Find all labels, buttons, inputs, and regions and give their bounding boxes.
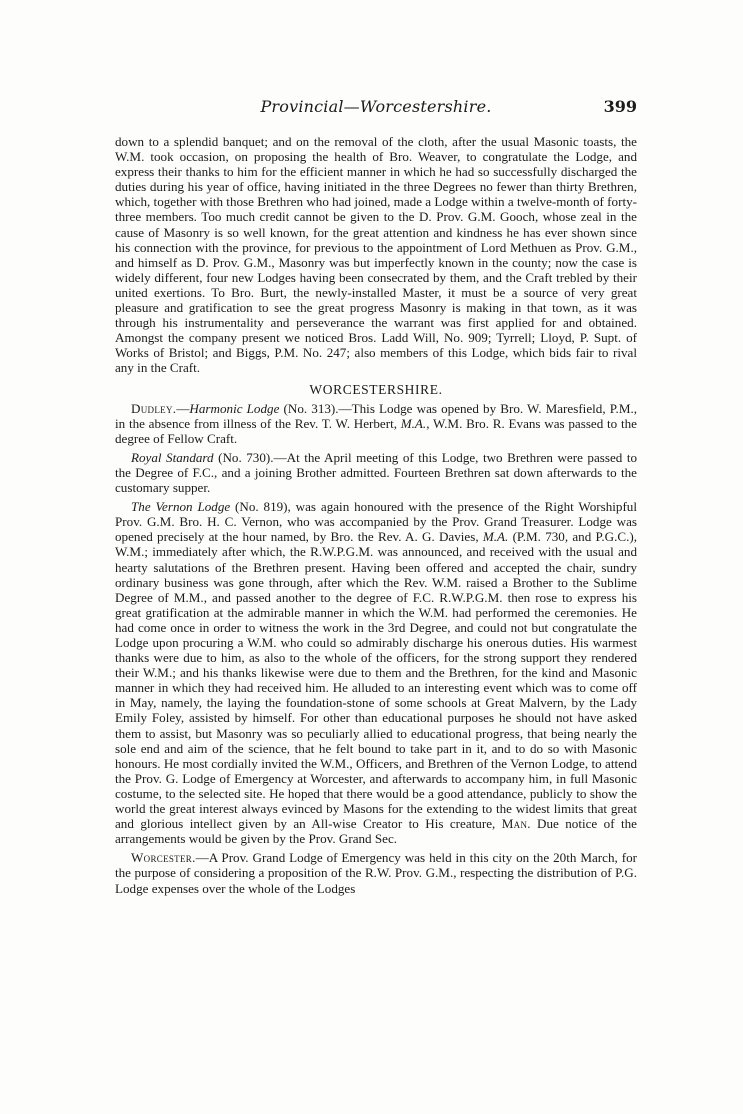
emphasis-man: Man [501, 816, 528, 832]
running-title: Provincial—Worcestershire. [260, 97, 492, 116]
dash: — [176, 400, 190, 416]
paragraph-text: (No. 730).—At the April meeting of this Lodge, two Brethren were passed to the Degree of F.C., and a joining Brother admitted. Fourteen Brethren sat down afterwards to the customary supper. [115, 449, 638, 496]
paragraph-text: —A Prov. Grand Lodge of Emergency was held in this city on the 20th March, for the purpose of considering a proposition of the R.W. Prov. G.M., respecting the distribution of P.G. Lodge expenses over the whole of the Lodges [115, 850, 637, 896]
paragraph-dudley [115, 401, 637, 446]
degree-abbrev: M.A. [482, 529, 509, 545]
paragraph-text: . Due notice of the arrangements would be given by the Prov. Grand Sec. [115, 816, 637, 847]
article-body [115, 134, 637, 900]
paragraph-royal-standard [115, 450, 637, 495]
place-name-dudley: Dudley. [131, 400, 177, 416]
place-name-worcester: Worcester. [131, 850, 196, 866]
lodge-name-vernon: The Vernon Lodge [131, 499, 231, 515]
paragraph-text: (P.M. 730, and P.G.C.), W.M.; immediately after which, the R.W.P.G.M. was announced, and received with the usual and hearty salutations of the Brethren present. Having been offered and accepted the chair, sundry ordinary business was gone through, after which the Rev. W.M. raised a Brother to the Sublime Degree of M.M., and passed another to the degree of F.C. R.W.P.G.M. then rose to express his great gratification at the admirable manner in which the W.M. had performed the ceremonies. He had come once in order to witness the work in the 3rd Degree, and could not but congratulate the Lodge upon procuring a W.M. who could so admirably discharge his onerous duties. His warmest thanks were due to him, as also to the whole of the officers, for the strong support they rendered their W.M.; and his thanks likewise were due to them and the Brethren, for the kind and Masonic manner in which they had received him. He alluded to an interesting event which was to come off in May, namely, the laying the foundation-stone of some schools at Great Malvern, by the Lady Emily Foley, assisted by himself. For other than educational purposes he should not have asked them to assist, but Masonry was so peculiarly allied to educational progress, that being nearly the sole end and aim of the science, that he felt bound to take part in it, and to do so with Masonic honours. He most cordially invited the W.M., Officers, and Brethren of the Vernon Lodge, to attend the Prov. G. Lodge of Emergency at Worcester, and afterwards to accompany him, in full Masonic costume, to the selected site. He hoped that there would be a good attendance, publicly to show the world the great interest always evinced by Masons for the extending to the widest limits that great and glorious intellect given by an All-wise Creator to His creature, [115, 529, 637, 832]
paragraph-banquet: down to a splendid banquet; and on the removal of the cloth, after the usual Masonic toasts, the W.M. took occasion, on proposing the health of Bro. Weaver, to congratulate the Lodge, and express their thanks to him for the efficient manner in which he had so successfully discharged the duties during his year of office, having initiated in the three Degrees no fewer than thirty Brethren, which, together with those Brethren who had joined, made a Lodge within a twelve-month of forty-three members. Too much credit cannot be given to the D. Prov. G.M. Gooch, whose zeal in the cause of Masonry is so well known, for the great attention and kindness he has ever shown since his connection with the province, for previous to the appointment of Lord Methuen as Prov. G.M., and himself as D. Prov. G.M., Masonry was but imperfectly known in the county; now the case is widely different, four new Lodges having been consecrated by them, and the Craft trebled by their united exertions. To Bro. Burt, the newly-installed Master, it must be a source of very great pleasure and gratification to see the great progress Masonry is making in that town, as it was through his instrumentality and perseverance the warrant was first applied for and obtained. Amongst the company present we noticed Bros. Ladd Will, No. 909; Tyrrell; Lloyd, P. Supt. of Works of Bristol; and Biggs, P.M. No. 247; also members of this Lodge, which bids fair to rival any in the Craft. [115, 134, 637, 376]
page-number: 399 [603, 97, 637, 116]
section-heading: WORCESTERSHIRE. [309, 381, 443, 397]
paragraph-text: (No. 313).—This Lodge was opened by Bro. W. Maresfield, P.M., in the absence from illness of the Rev. T. W. Herbert, [115, 400, 638, 431]
paragraph-text: (No. 819), was again honoured with the presence of the Right Worshipful Prov. G.M. Bro. H. C. Vernon, who was accompanied by the Prov. Grand Treasurer. Lodge was opened precisely at the hour named, by Bro. the Rev. A. G. Davies, [115, 499, 637, 545]
lodge-name-royal-standard: Royal Standard [131, 449, 214, 465]
degree-abbrev: M.A. [400, 415, 427, 431]
paragraph-vernon-lodge [115, 499, 637, 846]
page-header [115, 97, 637, 119]
paragraph-worcester [115, 850, 637, 895]
paragraph-text: , W.M. Bro. R. Evans was passed to the degree of Fellow Craft. [115, 415, 637, 446]
lodge-name-harmonic: Harmonic Lodge [189, 400, 280, 416]
